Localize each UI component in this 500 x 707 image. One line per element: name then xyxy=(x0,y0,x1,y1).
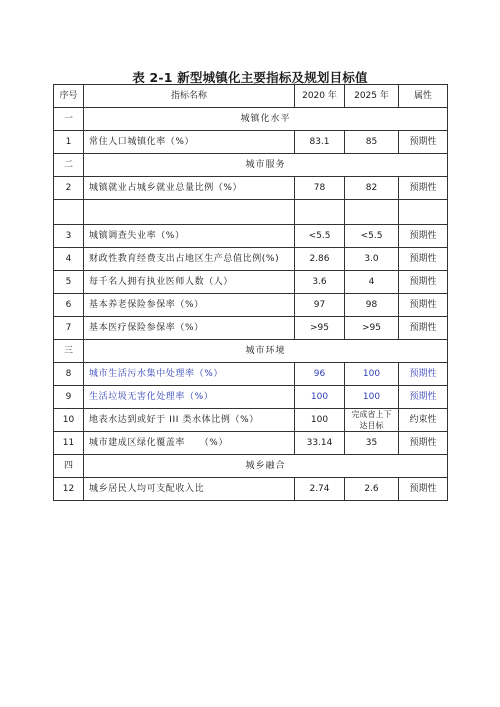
value-2020: 78 xyxy=(295,177,345,200)
row-index: 11 xyxy=(54,432,84,455)
value-2020: 96 xyxy=(295,363,345,386)
table-row xyxy=(54,131,448,154)
blank-cell xyxy=(54,200,84,225)
value-2020: 100 xyxy=(295,386,345,409)
attribute: 约束性 xyxy=(399,409,448,432)
blank-cell xyxy=(399,200,448,225)
table-row xyxy=(54,294,448,317)
attribute: 预期性 xyxy=(399,294,448,317)
row-index: 1 xyxy=(54,131,84,154)
row-index: 7 xyxy=(54,317,84,340)
table-row xyxy=(54,409,448,432)
indicator-name: 城市生活污水集中处理率（%） xyxy=(84,363,295,386)
table-row xyxy=(54,225,448,248)
indicators-table xyxy=(53,84,448,501)
attribute: 预期性 xyxy=(399,432,448,455)
value-2025: 85 xyxy=(345,131,399,154)
value-2025: >95 xyxy=(345,317,399,340)
indicator-name: 基本医疗保险参保率（%） xyxy=(84,317,295,340)
section-row xyxy=(54,154,448,177)
table-row xyxy=(54,317,448,340)
header-2020: 2020 年 xyxy=(295,85,345,108)
header-name: 指标名称 xyxy=(84,85,295,108)
value-2025: 完成省上下达目标 xyxy=(345,409,399,432)
attribute: 预期性 xyxy=(399,478,448,501)
row-index: 12 xyxy=(54,478,84,501)
indicator-name: 城乡居民人均可支配收入比 xyxy=(84,478,295,501)
value-2020: 83.1 xyxy=(295,131,345,154)
table-row xyxy=(54,363,448,386)
value-2020: 100 xyxy=(295,409,345,432)
value-2020: 2.86 xyxy=(295,248,345,271)
attribute: 预期性 xyxy=(399,271,448,294)
section-number: 二 xyxy=(54,154,84,177)
section-row xyxy=(54,108,448,131)
indicator-name: 地表水达到或好于 III 类水体比例（%） xyxy=(84,409,295,432)
blank-cell xyxy=(84,200,295,225)
row-index: 10 xyxy=(54,409,84,432)
row-index: 3 xyxy=(54,225,84,248)
attribute: 预期性 xyxy=(399,386,448,409)
table-row xyxy=(54,386,448,409)
blank-cell xyxy=(345,200,399,225)
section-title: 城市环境 xyxy=(84,340,448,363)
header-2025: 2025 年 xyxy=(345,85,399,108)
row-index: 9 xyxy=(54,386,84,409)
value-2020: 2.74 xyxy=(295,478,345,501)
blank-cell xyxy=(295,200,345,225)
value-2025: 2.6 xyxy=(345,478,399,501)
indicator-name: 生活垃圾无害化处理率（%） xyxy=(84,386,295,409)
section-title: 城乡融合 xyxy=(84,455,448,478)
indicator-name: 每千名人拥有执业医师人数（人） xyxy=(84,271,295,294)
row-index: 8 xyxy=(54,363,84,386)
row-index: 6 xyxy=(54,294,84,317)
attribute: 预期性 xyxy=(399,131,448,154)
value-2025: 100 xyxy=(345,363,399,386)
table-row xyxy=(54,432,448,455)
value-2020: >95 xyxy=(295,317,345,340)
blank-row xyxy=(54,200,448,225)
attribute: 预期性 xyxy=(399,177,448,200)
section-number: 一 xyxy=(54,108,84,131)
indicator-name: 常住人口城镇化率（%） xyxy=(84,131,295,154)
value-2025: 35 xyxy=(345,432,399,455)
header-attr: 属性 xyxy=(399,85,448,108)
value-2025: 100 xyxy=(345,386,399,409)
value-2020: 33.14 xyxy=(295,432,345,455)
indicator-name: 基本养老保险参保率（%） xyxy=(84,294,295,317)
attribute: 预期性 xyxy=(399,225,448,248)
value-2020: 3.6 xyxy=(295,271,345,294)
table-row xyxy=(54,271,448,294)
value-2025: 4 xyxy=(345,271,399,294)
value-2020: <5.5 xyxy=(295,225,345,248)
indicator-name: 城镇就业占城乡就业总量比例（%） xyxy=(84,177,295,200)
header-row xyxy=(54,85,448,108)
row-index: 2 xyxy=(54,177,84,200)
row-index: 4 xyxy=(54,248,84,271)
header-index: 序号 xyxy=(54,85,84,108)
indicator-name: 财政性教育经费支出占地区生产总值比例(%) xyxy=(84,248,295,271)
section-number: 三 xyxy=(54,340,84,363)
value-2025: 98 xyxy=(345,294,399,317)
table-row xyxy=(54,478,448,501)
table-row xyxy=(54,248,448,271)
attribute: 预期性 xyxy=(399,317,448,340)
indicator-name: 城市建成区绿化覆盖率 （%） xyxy=(84,432,295,455)
table-title: 表 2-1 新型城镇化主要指标及规划目标值 xyxy=(132,70,368,85)
value-2025: <5.5 xyxy=(345,225,399,248)
value-2025: 3.0 xyxy=(345,248,399,271)
row-index: 5 xyxy=(54,271,84,294)
section-number: 四 xyxy=(54,455,84,478)
section-title: 城镇化水平 xyxy=(84,108,448,131)
value-2020: 97 xyxy=(295,294,345,317)
attribute: 预期性 xyxy=(399,248,448,271)
attribute: 预期性 xyxy=(399,363,448,386)
section-row xyxy=(54,455,448,478)
section-title: 城市服务 xyxy=(84,154,448,177)
section-row xyxy=(54,340,448,363)
table-row xyxy=(54,177,448,200)
indicator-name: 城镇调查失业率（%） xyxy=(84,225,295,248)
value-2025: 82 xyxy=(345,177,399,200)
